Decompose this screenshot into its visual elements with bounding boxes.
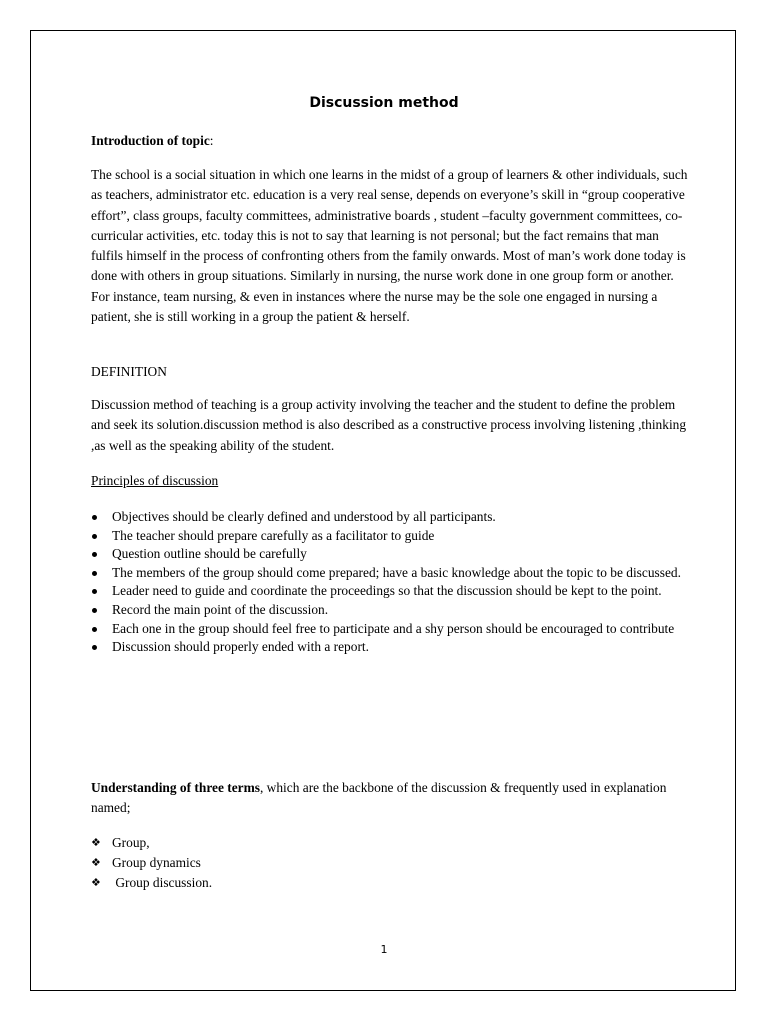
list-item [91, 582, 691, 600]
bullet-icon [92, 552, 97, 557]
intro-line [91, 131, 691, 151]
document-page [30, 30, 736, 991]
list-item-text: Group discussion. [112, 875, 213, 890]
definition-heading: DEFINITION [91, 364, 167, 379]
list-item [91, 508, 691, 526]
bullet-icon [92, 645, 97, 650]
list-item [91, 527, 691, 545]
document-title: Discussion method [309, 95, 459, 111]
bullet-icon [92, 589, 97, 594]
diamond-bullet-icon: ❖ [91, 856, 101, 869]
intro-paragraph: The school is a social situation in which one learns in the midst of a group of learners & other individuals, such as teachers, administrator etc. education is a very real sense, depends on everyone’s skill in “group cooperative effort”, class groups, faculty committees, administrative boards , student –faculty government committees, co- curricular activities, etc. today this is not to say that learning is not personal; but the fact remains that man fulfils himself in the process of confronting others from the family onwards. Most of man’s work done today is done with others in group situations. Similarly in nursing, the nurse work done in one group form or another. For instance, team nursing, & even in instances where the nurse may be the sole one engaged in nursing a patient, she is still working in a group the patient & herself. [91, 167, 688, 325]
intro-label: Introduction of topic [91, 133, 210, 148]
list-item-text: Group dynamics [112, 855, 201, 870]
list-item-text: Group, [112, 835, 150, 850]
list-item-text: Record the main point of the discussion. [112, 601, 329, 617]
list-item-text: Objectives should be clearly defined and understood by all participants. [112, 509, 496, 524]
diamond-bullet-icon: ❖ [91, 836, 101, 849]
understanding-label: Understanding of three terms [91, 780, 260, 795]
list-item [91, 545, 691, 563]
list-item-text: Question outline should be carefully [112, 546, 307, 562]
list-item [91, 873, 212, 893]
understanding-paragraph [91, 778, 691, 819]
bullet-icon [92, 627, 97, 632]
bullet-icon [92, 534, 97, 539]
bullet-icon [92, 571, 97, 576]
list-item-text: Leader need to guide and coordinate the proceedings so that the discussion should be kept to the point. [112, 583, 662, 599]
definition-paragraph: Discussion method of teaching is a group activity involving the teacher and the student to define the problem and seek its solution.discussion method is also described as a constructive process involving listening ,thinking ,as well as the speaking ability of the student. [91, 397, 687, 453]
list-item-text: The members of the group should come prepared; have a basic knowledge about the topic to be discussed. [112, 564, 681, 580]
list-item [91, 853, 212, 873]
list-item-text: Each one in the group should feel free to participate and a shy person should be encouraged to contribute [112, 620, 675, 636]
terms-list [91, 833, 212, 893]
list-item [91, 638, 691, 656]
list-item-text: Discussion should properly ended with a report. [112, 639, 369, 655]
list-item [91, 564, 691, 582]
principles-list [91, 508, 691, 657]
page-number: 1 [380, 943, 388, 956]
principles-heading: Principles of discussion [91, 473, 219, 488]
bullet-icon [92, 515, 97, 520]
intro-colon: : [209, 133, 214, 148]
list-item-text: The teacher should prepare carefully as a facilitator to guide [112, 527, 435, 543]
list-item [91, 833, 212, 853]
bullet-icon [92, 608, 97, 613]
list-item [91, 620, 691, 638]
understanding-text: , which are the backbone of the discussion & frequently used in explanation named; [91, 780, 667, 816]
list-item [91, 601, 691, 619]
diamond-bullet-icon: ❖ [91, 876, 101, 889]
